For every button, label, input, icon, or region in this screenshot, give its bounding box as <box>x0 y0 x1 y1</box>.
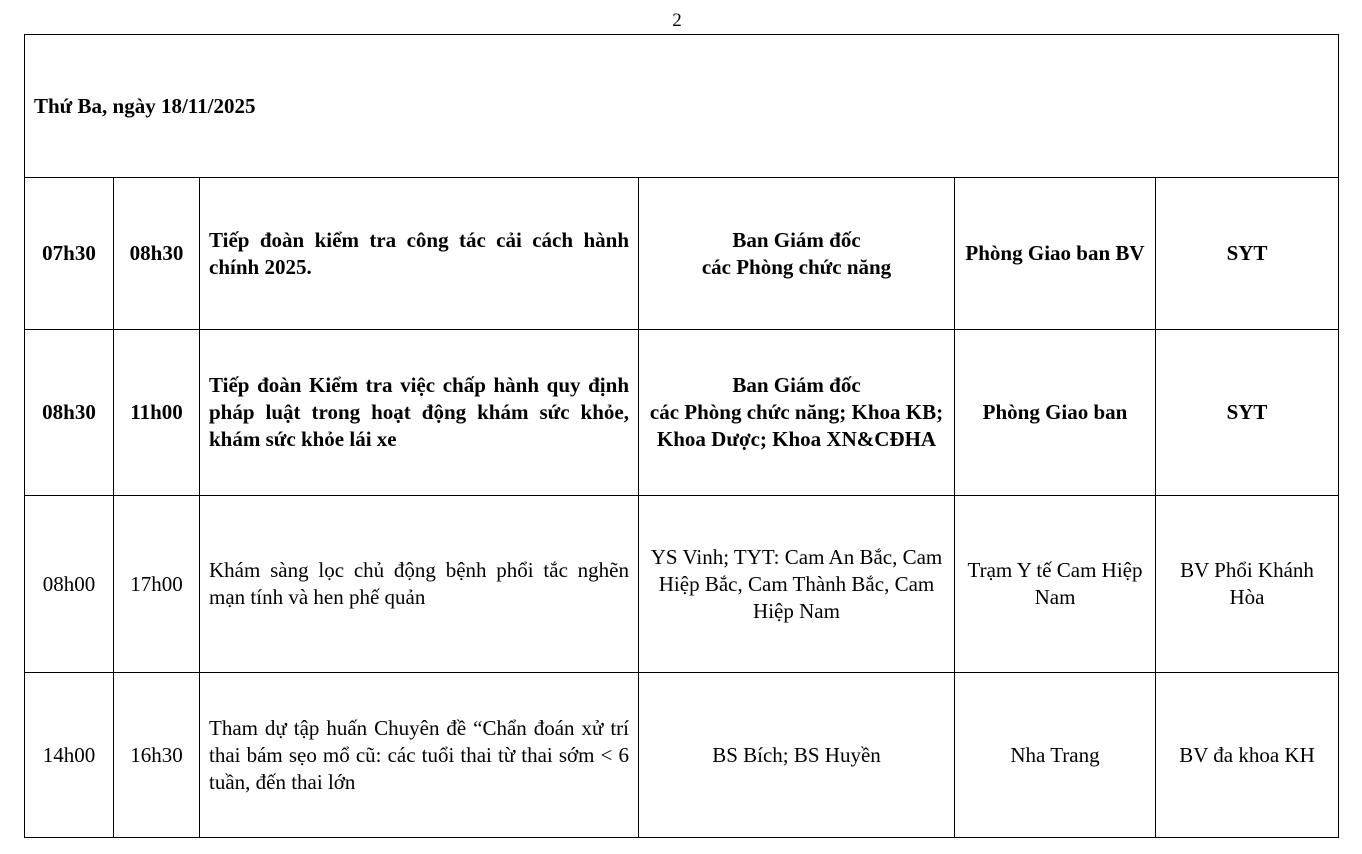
day-header-row <box>25 35 1339 178</box>
end-time: 17h00 <box>114 496 200 673</box>
host: BV đa khoa KH <box>1156 673 1339 838</box>
start-time: 07h30 <box>25 178 114 330</box>
schedule-table <box>24 34 1339 838</box>
host: BV Phổi Khánh Hòa <box>1156 496 1339 673</box>
event-content: Tiếp đoàn Kiểm tra việc chấp hành quy định pháp luật trong hoạt động khám sức khỏe, khám sức khỏe lái xe <box>200 330 639 496</box>
day-header: Thứ Ba, ngày 18/11/2025 <box>25 35 1339 178</box>
location: Phòng Giao ban BV <box>955 178 1156 330</box>
participants-line-1: Ban Giám đốc <box>732 227 861 252</box>
start-time: 14h00 <box>25 673 114 838</box>
participants-line-1: Ban Giám đốc <box>732 373 861 397</box>
host: SYT <box>1156 330 1339 496</box>
table-row <box>25 330 1339 496</box>
location: Trạm Y tế Cam Hiệp Nam <box>955 496 1156 673</box>
participants <box>639 178 955 330</box>
participants <box>639 330 955 496</box>
table-row <box>25 673 1339 838</box>
end-time: 16h30 <box>114 673 200 838</box>
host: SYT <box>1156 178 1339 330</box>
event-content: Tham dự tập huấn Chuyên đề “Chẩn đoán xử trí thai bám sẹo mổ cũ: các tuổi thai từ thai sớm < 6 tuần, đến thai lớn <box>200 673 639 838</box>
location: Nha Trang <box>955 673 1156 838</box>
table-row <box>25 496 1339 673</box>
start-time: 08h30 <box>25 330 114 496</box>
participants: YS Vinh; TYT: Cam An Bắc, Cam Hiệp Bắc, Cam Thành Bắc, Cam Hiệp Nam <box>639 496 955 673</box>
page-number: 2 <box>672 10 682 31</box>
participants-line-2: các Phòng chức năng <box>701 254 892 279</box>
event-content: Khám sàng lọc chủ động bệnh phổi tắc nghẽn mạn tính và hen phế quản <box>200 496 639 673</box>
end-time: 08h30 <box>114 178 200 330</box>
participants: BS Bích; BS Huyền <box>639 673 955 838</box>
start-time: 08h00 <box>25 496 114 673</box>
participants-line-2: các Phòng chức năng; Khoa KB; Khoa Dược; Khoa XN&CĐHA <box>649 400 944 451</box>
end-time: 11h00 <box>114 330 200 496</box>
table-row <box>25 178 1339 330</box>
event-content: Tiếp đoàn kiểm tra công tác cải cách hành chính 2025. <box>200 178 639 330</box>
location: Phòng Giao ban <box>955 330 1156 496</box>
